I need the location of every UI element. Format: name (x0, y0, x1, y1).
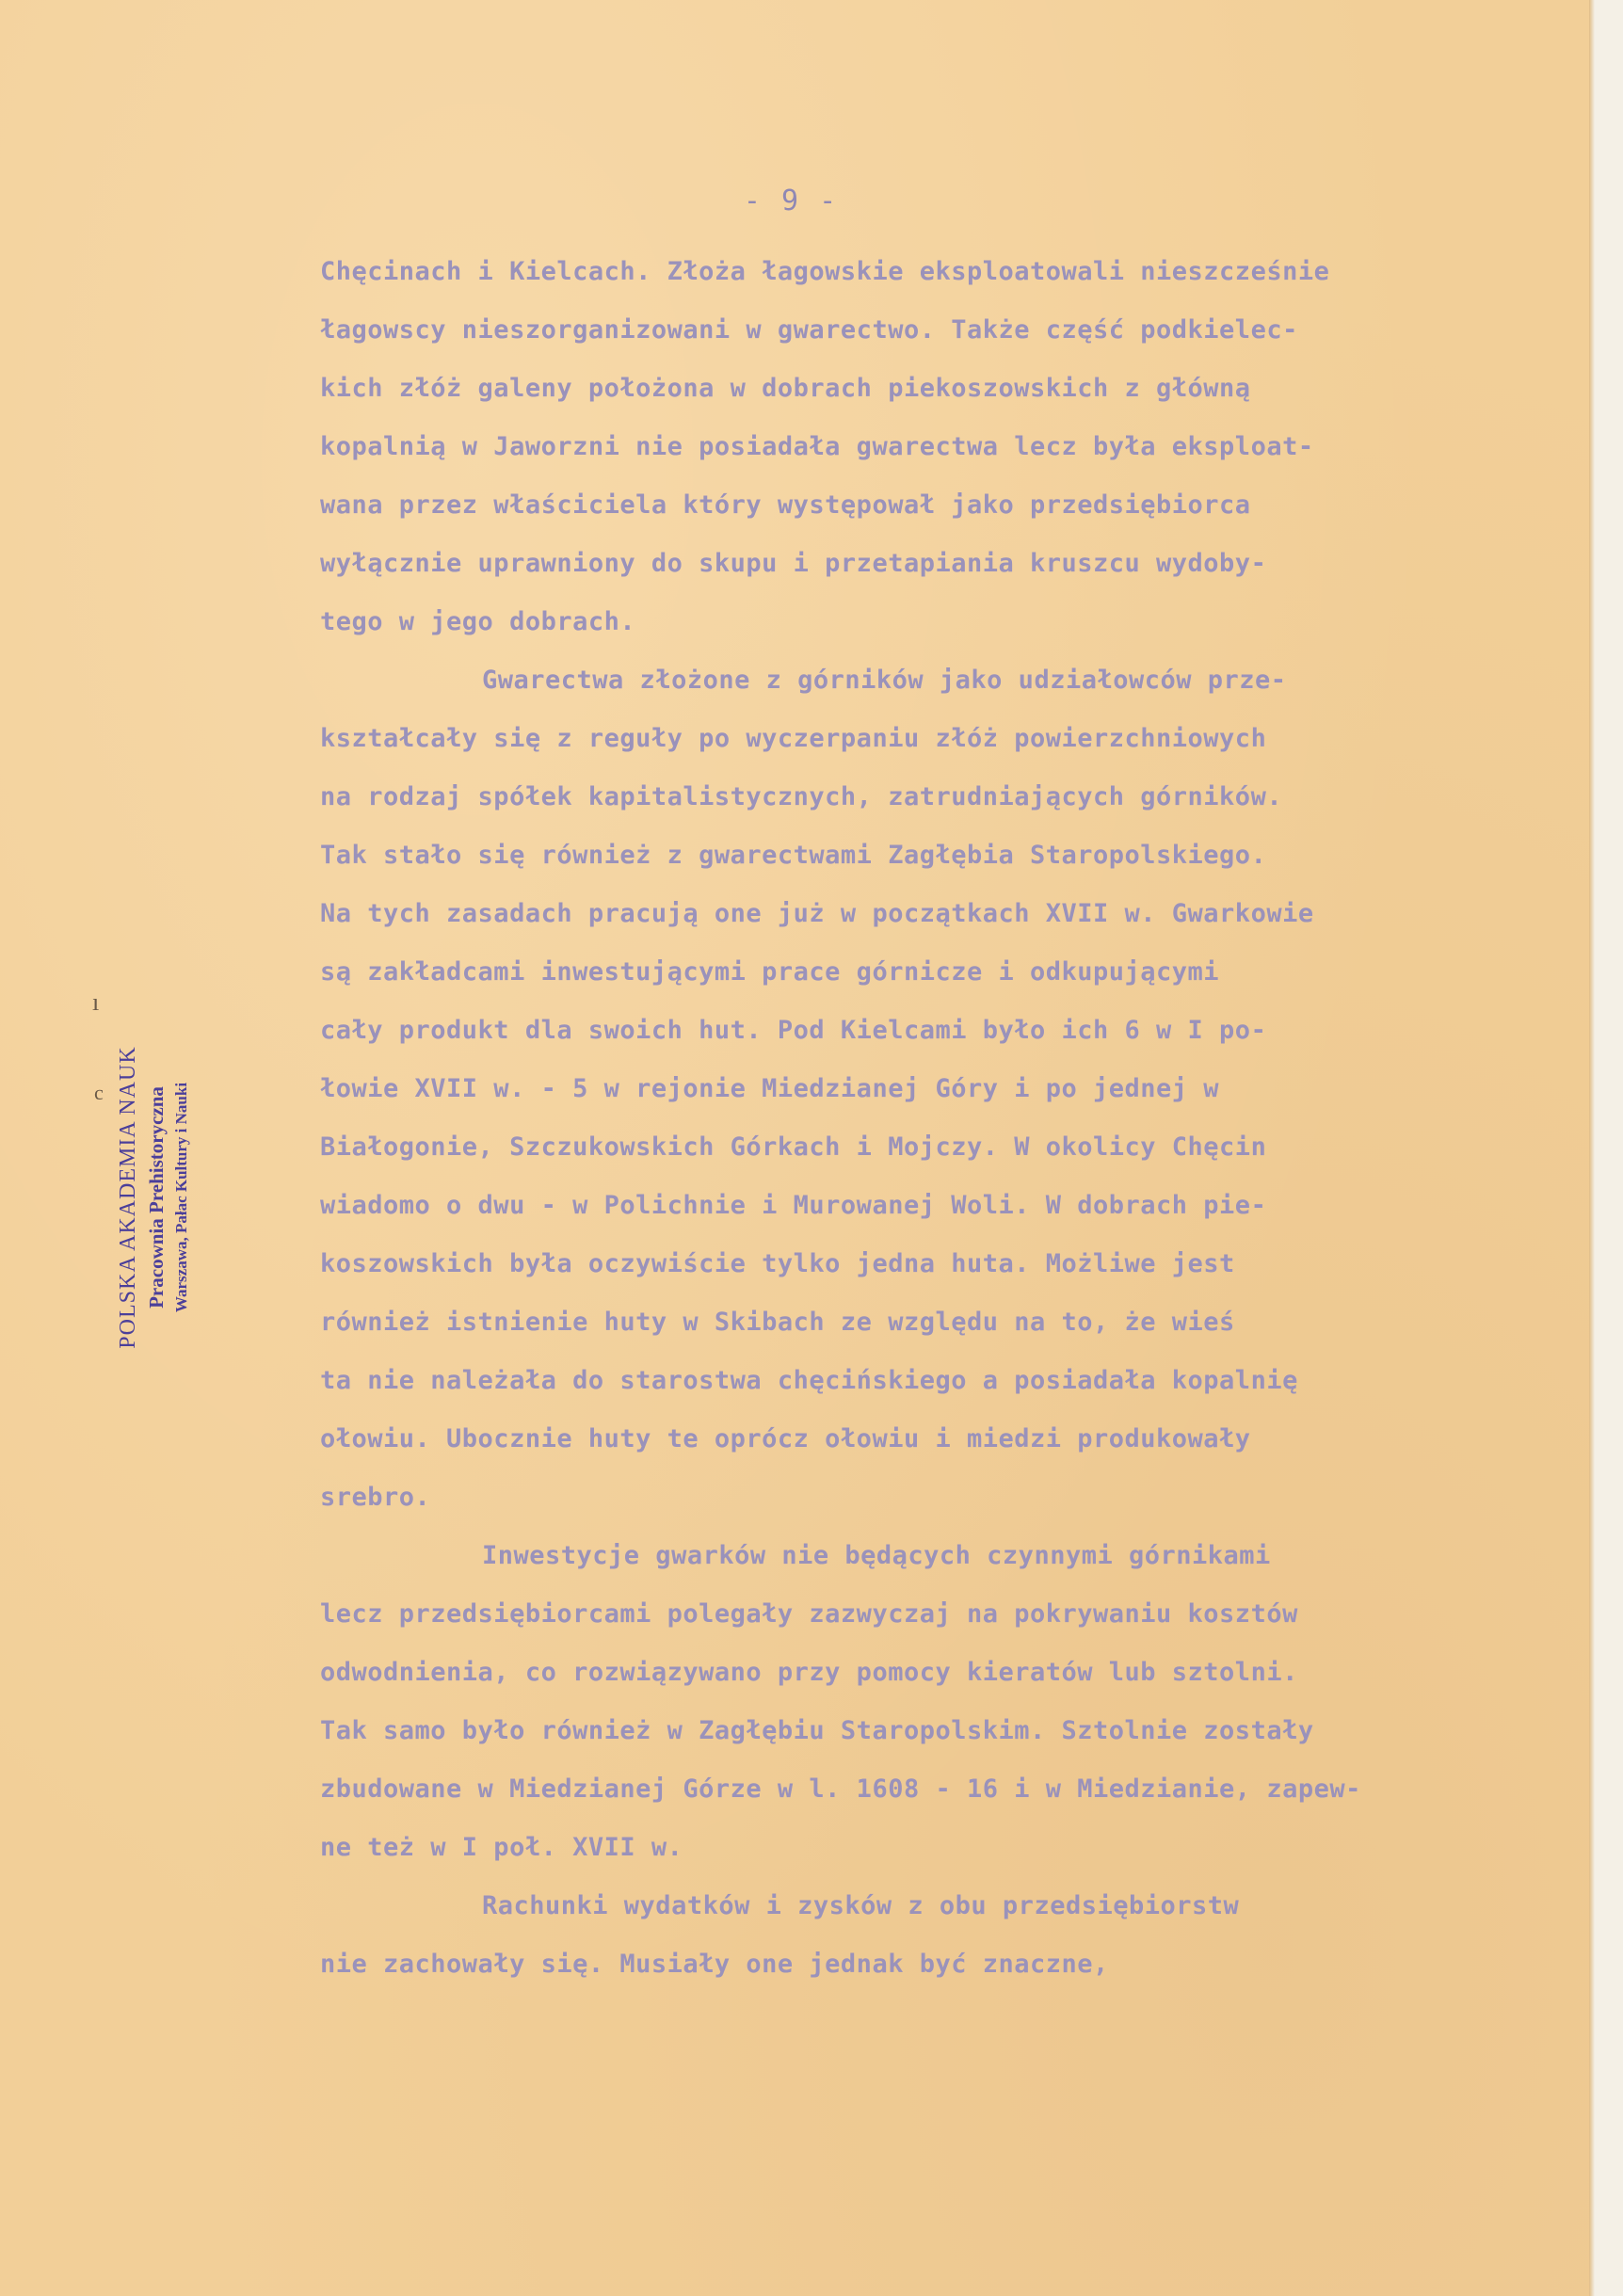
paragraph-2 (320, 651, 1563, 1527)
text-line: ta nie należała do starostwa chęcińskiego a posiadała kopalnię (320, 1366, 1298, 1395)
paragraph-4 (320, 1877, 1563, 1994)
stamp-line-academy: POLSKA AKADEMIA NAUK (116, 1046, 140, 1349)
text-line: Tak samo było również w Zagłębiu Staropolskim. Sztolnie zostały (320, 1716, 1314, 1745)
text-line: tego w jego dobrach. (320, 607, 636, 636)
text-line: zbudowane w Miedzianej Górze w l. 1608 - 16 i w Miedzianie, zapew- (320, 1774, 1361, 1804)
margin-mark: ı (92, 988, 100, 1016)
text-line: łowie XVII w. - 5 w rejonie Miedzianej Góry i po jednej w (320, 1074, 1220, 1103)
text-line: Gwarectwa złożone z górników jako udziałowców prze- (482, 666, 1287, 695)
text-line: odwodnienia, co rozwiązywano przy pomocy kieratów lub sztolni. (320, 1658, 1298, 1687)
text-line: Chęcinach i Kielcach. Złoża łagowskie eksploatowali nieszcześnie (320, 257, 1330, 286)
institution-stamp (113, 1000, 203, 1395)
text-line: Białogonie, Szczukowskich Górkach i Mojczy. W okolicy Chęcin (320, 1132, 1267, 1162)
text-line: nie zachowały się. Musiały one jednak być znaczne, (320, 1950, 1109, 1979)
sheet-edge (1589, 0, 1595, 2296)
text-line: wana przez właściciela który występował jako przedsiębiorca (320, 490, 1251, 520)
text-line: srebro. (320, 1483, 431, 1512)
text-line: są zakładcami inwestującymi prace górnicze i odkupującymi (320, 957, 1220, 987)
text-line: na rodzaj spółek kapitalistycznych, zatrudniających górników. (320, 782, 1283, 811)
text-line: cały produkt dla swoich hut. Pod Kielcami było ich 6 w I po- (320, 1016, 1267, 1045)
text-line: Tak stało się również z gwarectwami Zagłębia Staropolskiego. (320, 841, 1267, 870)
typed-body-text (320, 243, 1563, 1994)
text-line: wiadomo o dwu - w Polichnie i Murowanej Woli. W dobrach pie- (320, 1191, 1267, 1220)
text-line: wyłącznie uprawniony do skupu i przetapiania kruszcu wydoby- (320, 549, 1267, 578)
text-line: koszowskich była oczywiście tylko jedna huta. Możliwe jest (320, 1249, 1235, 1278)
text-line: Na tych zasadach pracują one już w początkach XVII w. Gwarkowie (320, 899, 1314, 928)
text-line: ołowiu. Ubocznie huty te oprócz ołowiu i miedzi produkowały (320, 1424, 1251, 1453)
text-line: kształcały się z reguły po wyczerpaniu złóż powierzchniowych (320, 724, 1267, 753)
paragraph-1 (320, 243, 1563, 651)
margin-mark: c (94, 1081, 104, 1104)
text-line: ne też w I poł. XVII w. (320, 1833, 683, 1862)
stamp-line-address: Warszawa, Pałac Kultury i Nauki (172, 1082, 190, 1313)
text-line: również istnienie huty w Skibach ze względu na to, że wieś (320, 1308, 1235, 1337)
paragraph-3 (320, 1527, 1563, 1877)
text-line: Inwestycje gwarków nie będących czynnymi górnikami (482, 1541, 1271, 1570)
text-line: kich złóż galeny położona w dobrach piekoszowskich z główną (320, 374, 1251, 403)
stamp-line-department: Pracownia Prehistoryczna (145, 1086, 168, 1309)
text-line: łagowscy nieszorganizowani w gwarectwo. Także część podkielec- (320, 315, 1298, 345)
text-line: kopalnią w Jaworzni nie posiadała gwarectwa lecz była eksploat- (320, 432, 1314, 461)
text-line: lecz przedsiębiorcami polegały zazwyczaj na pokrywaniu kosztów (320, 1599, 1298, 1629)
page-number: - 9 - (743, 185, 839, 217)
text-line: Rachunki wydatków i zysków z obu przedsiębiorstw (482, 1891, 1240, 1920)
